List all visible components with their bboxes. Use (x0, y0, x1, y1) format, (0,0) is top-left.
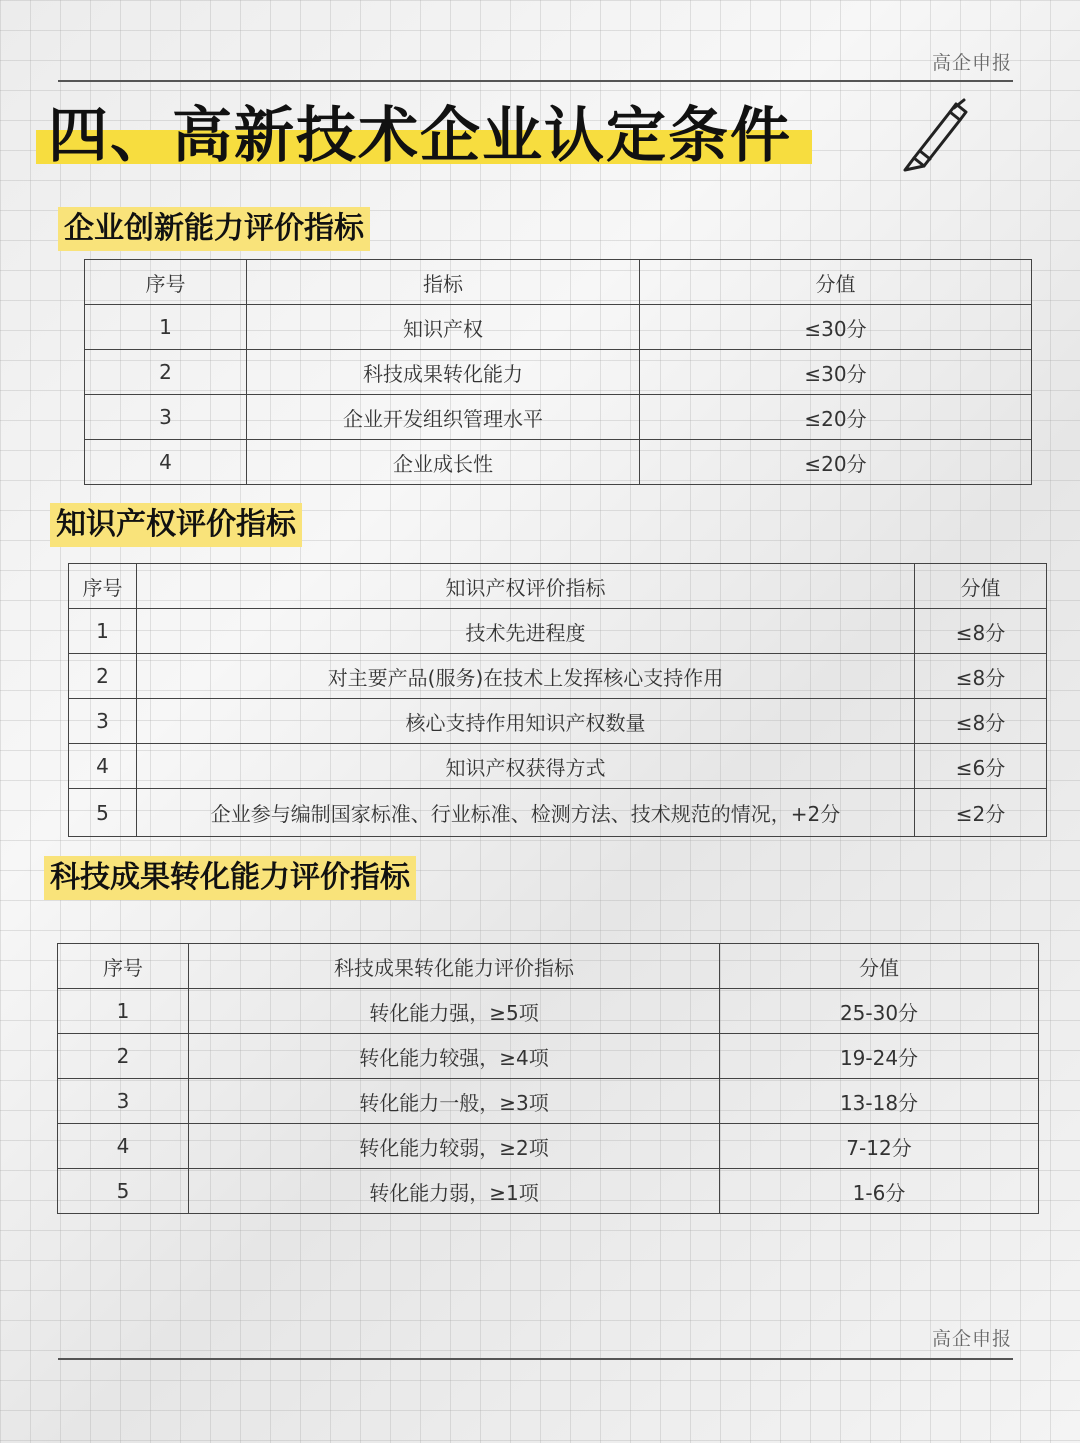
header-cell: 序号 (69, 564, 137, 609)
header-cell: 分值 (640, 260, 1032, 305)
table-cell: 技术先进程度 (137, 609, 915, 654)
table-cell: ≤30分 (640, 305, 1032, 350)
table-cell: 转化能力强，≥5项 (189, 989, 720, 1034)
table-header-row (69, 564, 1047, 609)
table-cell: ≤20分 (640, 440, 1032, 485)
page-title-text: 四、高新技术企业认定条件 (48, 101, 792, 171)
pen-icon (890, 96, 980, 176)
table-cell: ≤30分 (640, 350, 1032, 395)
table-row (58, 1034, 1039, 1079)
brand-label-top: 高企申报 (931, 52, 1012, 74)
table-cell: 19-24分 (720, 1034, 1039, 1079)
page-title (36, 92, 792, 170)
table-cell: ≤8分 (915, 609, 1047, 654)
header-cell: 序号 (85, 260, 247, 305)
table-cell: 25-30分 (720, 989, 1039, 1034)
header-cell: 分值 (720, 944, 1039, 989)
header-cell: 分值 (915, 564, 1047, 609)
table-cell: 转化能力较强，≥4项 (189, 1034, 720, 1079)
table-row (58, 1079, 1039, 1124)
table-cell: 企业成长性 (247, 440, 640, 485)
table-row (69, 609, 1047, 654)
table-row (69, 789, 1047, 837)
table-cell: ≤2分 (915, 789, 1047, 837)
table-cell: 核心支持作用知识产权数量 (137, 699, 915, 744)
header-cell: 知识产权评价指标 (137, 564, 915, 609)
table-row (85, 305, 1032, 350)
table-cell: 转化能力较弱，≥2项 (189, 1124, 720, 1169)
section3-title: 科技成果转化能力评价指标 (44, 856, 416, 900)
table-cell: 2 (58, 1034, 189, 1079)
table-cell: ≤6分 (915, 744, 1047, 789)
table-row (58, 1169, 1039, 1214)
table-cell: ≤20分 (640, 395, 1032, 440)
brand-label-bottom: 高企申报 (931, 1328, 1012, 1350)
table-cell: 2 (85, 350, 247, 395)
table-cell: 对主要产品(服务)在技术上发挥核心支持作用 (137, 654, 915, 699)
section2-title: 知识产权评价指标 (50, 503, 302, 547)
tech-transfer-table (57, 943, 1039, 1214)
table-cell: ≤8分 (915, 654, 1047, 699)
bottom-divider (58, 1358, 1013, 1360)
table-cell: 4 (69, 744, 137, 789)
top-divider (58, 80, 1013, 82)
header-cell: 科技成果转化能力评价指标 (189, 944, 720, 989)
table-row (69, 744, 1047, 789)
table-row (58, 989, 1039, 1034)
table-row (69, 699, 1047, 744)
table-cell: 1 (69, 609, 137, 654)
table-row (69, 654, 1047, 699)
table-cell: ≤8分 (915, 699, 1047, 744)
table-cell: 3 (69, 699, 137, 744)
table-cell: 1 (85, 305, 247, 350)
table-row (58, 1124, 1039, 1169)
table-cell: 4 (58, 1124, 189, 1169)
table-cell: 转化能力弱，≥1项 (189, 1169, 720, 1214)
table-cell: 1-6分 (720, 1169, 1039, 1214)
table-row (85, 395, 1032, 440)
header-cell: 指标 (247, 260, 640, 305)
table-cell: 7-12分 (720, 1124, 1039, 1169)
table-cell: 13-18分 (720, 1079, 1039, 1124)
table-cell: 转化能力一般，≥3项 (189, 1079, 720, 1124)
table-cell: 2 (69, 654, 137, 699)
table-cell: 5 (58, 1169, 189, 1214)
table-cell: 企业开发组织管理水平 (247, 395, 640, 440)
table-cell: 3 (85, 395, 247, 440)
ip-table (68, 563, 1047, 837)
innovation-table (84, 259, 1032, 485)
table-header-row (58, 944, 1039, 989)
table-cell: 科技成果转化能力 (247, 350, 640, 395)
table-cell: 5 (69, 789, 137, 837)
table-row (85, 350, 1032, 395)
table-cell: 4 (85, 440, 247, 485)
table-cell: 知识产权获得方式 (137, 744, 915, 789)
table-cell: 1 (58, 989, 189, 1034)
section1-title: 企业创新能力评价指标 (58, 207, 370, 251)
table-header-row (85, 260, 1032, 305)
table-cell: 知识产权 (247, 305, 640, 350)
table-row (85, 440, 1032, 485)
table-cell: 3 (58, 1079, 189, 1124)
table-cell: 企业参与编制国家标准、行业标准、检测方法、技术规范的情况，+2分 (137, 789, 915, 837)
header-cell: 序号 (58, 944, 189, 989)
